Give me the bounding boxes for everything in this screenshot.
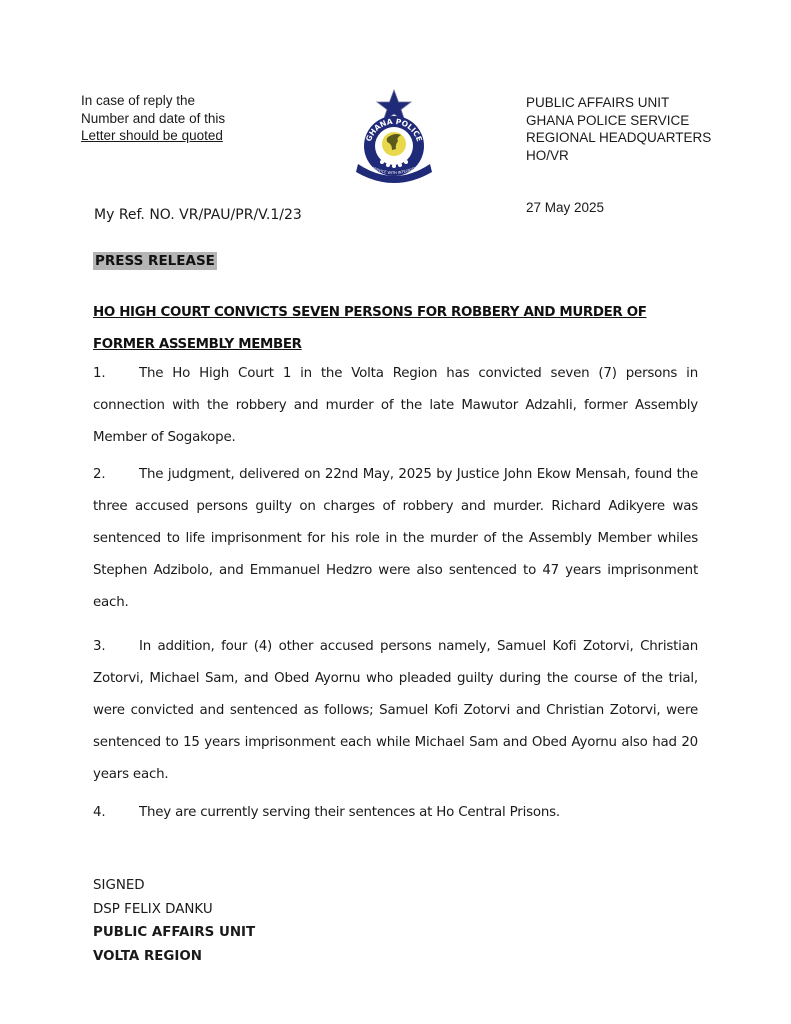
ghana-police-crest-icon <box>352 88 436 188</box>
paragraph-3 <box>93 631 698 791</box>
signed-label: SIGNED <box>93 878 145 893</box>
paragraph-text: The judgment, delivered on 22nd May, 2025 by Justice John Ekow Mensah, found the three accused persons guilty on charges of robbery and murder. Richard Adikyere was sentenced to life imprisonment for his role in the murder of the Assembly Member whiles Stephen Adzibolo, and Emmanuel Hedzro were also sentenced to 47 years imprisonment each. <box>93 467 698 610</box>
headline: HO HIGH COURT CONVICTS SEVEN PERSONS FOR ROBBERY AND MURDER OF FORMER ASSEMBLY MEMBER <box>93 305 647 352</box>
paragraph-2 <box>93 459 698 619</box>
signature-block <box>93 874 255 968</box>
paragraph-number: 3. <box>93 639 106 654</box>
paragraph-text: In addition, four (4) other accused persons namely, Samuel Kofi Zotorvi, Christian Zotorvi, Michael Sam, and Obed Ayornu who pleaded guilty during the course of the trial, were convicted and sentenced as follows; Samuel Kofi Zotorvi and Christian Zotorvi, were sentenced to 15 years imprisonment each while Michael Sam and Obed Ayornu also had 20 years each. <box>93 639 698 782</box>
paragraph-4 <box>93 797 698 829</box>
letter-date: 27 May 2025 <box>526 200 605 215</box>
address-line-2: GHANA POLICE SERVICE <box>526 112 690 128</box>
press-release-label: PRESS RELEASE <box>95 253 215 269</box>
paragraph-number: 4. <box>93 805 106 820</box>
paragraph-1 <box>93 358 698 454</box>
reply-note <box>81 92 225 145</box>
signatory-unit: PUBLIC AFFAIRS UNIT <box>93 925 256 940</box>
signatory-region: VOLTA REGION <box>93 948 202 964</box>
reply-note-line-1: In case of reply the <box>81 93 196 108</box>
address-line-1: PUBLIC AFFAIRS UNIT <box>526 95 670 110</box>
reference-number: My Ref. NO. VR/PAU/PR/V.1/23 <box>94 207 302 223</box>
sender-address <box>526 94 711 164</box>
paragraph-number: 1. <box>93 366 106 381</box>
address-line-3: REGIONAL HEADQUARTERS <box>526 130 712 145</box>
crest-text: GHANA POLICE <box>364 116 424 143</box>
signatory-name: DSP FELIX DANKU <box>93 901 213 917</box>
address-line-4: HO/VR <box>526 147 569 163</box>
paragraph-text: They are currently serving their sentences at Ho Central Prisons. <box>139 805 560 820</box>
paragraph-text: The Ho High Court 1 in the Volta Region has convicted seven (7) persons in connection with the robbery and murder of the late Mawutor Adzahli, former Assembly Member of Sogakope. <box>93 366 698 445</box>
crest-motto: SERVICE WITH INTEGRITY <box>371 166 417 176</box>
reply-note-line-2: Number and date of this <box>81 110 226 126</box>
reply-note-line-3: Letter should be quoted <box>81 128 223 143</box>
paragraph-number: 2. <box>93 467 106 482</box>
